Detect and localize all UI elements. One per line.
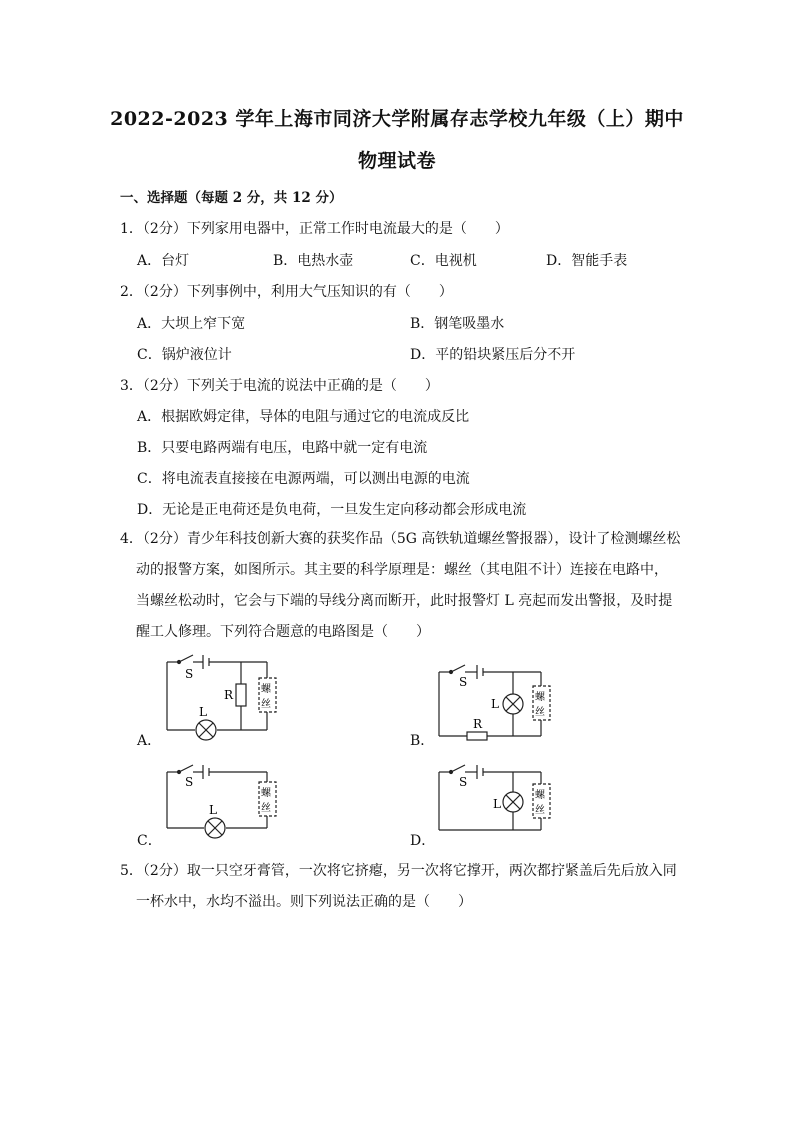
circuit-c-screw-bottom: 丝 [261,803,271,814]
question-1-option-c: C．电视机 [410,253,477,269]
circuit-diagram-b [427,660,557,746]
question-3-option-d: D．无论是正电荷还是负电荷，一旦发生定向移动都会形成电流 [137,502,527,518]
circuit-diagram-d [427,762,557,844]
circuit-d-screw-top: 螺 [535,790,545,801]
circuit-b-lamp-label: L [491,697,499,711]
circuit-b-switch-label: S [459,675,468,689]
question-1-option-d: D．智能手表 [546,253,628,269]
question-4-stem [120,524,680,648]
question-4-option-b-label: B． [410,733,435,749]
circuit-a-resistor-label: R [224,688,234,702]
question-5-stem [120,856,680,918]
exam-title-line1: 2022-2023 学年上海市同济大学附属存志学校九年级（上）期中 [110,108,684,130]
question-4-line-2: 动的报警方案，如图所示。其主要的科学原理是：螺丝（其电阻不计）连接在电路中， [136,562,668,578]
question-1-option-b: B．电热水壶 [273,253,354,269]
question-4-option-c-label: C． [137,833,162,849]
circuit-d-screw-bottom: 丝 [535,805,545,816]
circuit-c-switch-label: S [185,775,194,789]
question-4-line-3: 当螺丝松动时，它会与下端的导线分离而断开，此时报警灯 L 亮起而发出警报，及时提 [136,593,673,609]
question-3-option-c: C．将电流表直接接在电源两端，可以测出电源的电流 [137,471,470,487]
section-heading: 一、选择题（每题 2 分，共 12 分） [120,190,343,206]
circuit-a-screw-top: 螺 [261,684,271,695]
exam-title-line2: 物理试卷 [357,150,436,172]
question-2-option-c: C．锅炉液位计 [137,347,232,363]
circuit-b-screw-bottom: 丝 [535,707,545,718]
question-4-line-1: 4．（2分）青少年科技创新大赛的获奖作品（5G 高铁轨道螺丝警报器），设计了检测螺丝松 [120,531,681,547]
question-2-stem: 2．（2分）下列事例中，利用大气压知识的有（ ） [120,284,453,300]
circuit-d-switch-label: S [459,775,468,789]
question-3-stem: 3．（2分）下列关于电流的说法中正确的是（ ） [120,378,439,394]
question-3-option-b: B．只要电路两端有电压，电路中就一定有电流 [137,440,428,456]
circuit-diagram-a [155,652,285,742]
circuit-a-screw-bottom: 丝 [261,699,271,710]
question-2-option-a: A．大坝上窄下宽 [137,316,246,332]
question-5-line-2: 一杯水中，水均不溢出。则下列说法正确的是（ ） [136,894,472,910]
question-2-option-b: B．钢笔吸墨水 [410,316,505,332]
question-4-option-a-label: A． [137,733,162,749]
circuit-c-screw-top: 螺 [261,788,271,799]
question-1-option-a: A．台灯 [137,253,190,269]
circuit-d-lamp-label: L [493,797,501,811]
circuit-b-resistor-label: R [473,717,483,731]
question-3-option-a: A．根据欧姆定律，导体的电阻与通过它的电流成反比 [137,409,470,425]
circuit-diagram-c [155,762,285,844]
circuit-a-lamp-label: L [199,705,207,719]
circuit-b-screw-top: 螺 [535,692,545,703]
question-1-stem: 1．（2分）下列家用电器中，正常工作时电流最大的是（ ） [120,221,509,237]
question-4-option-d-label: D． [410,833,436,849]
question-4-line-4: 醒工人修理。下列符合题意的电路图是（ ） [136,624,430,640]
question-2-option-d: D．平的铅块紧压后分不开 [410,347,576,363]
circuit-a-switch-label: S [185,667,194,681]
question-5-line-1: 5．（2分）取一只空牙膏管，一次将它挤瘪，另一次将它撑开，两次都拧紧盖后先后放入同 [120,863,677,879]
circuit-c-lamp-label: L [209,803,217,817]
